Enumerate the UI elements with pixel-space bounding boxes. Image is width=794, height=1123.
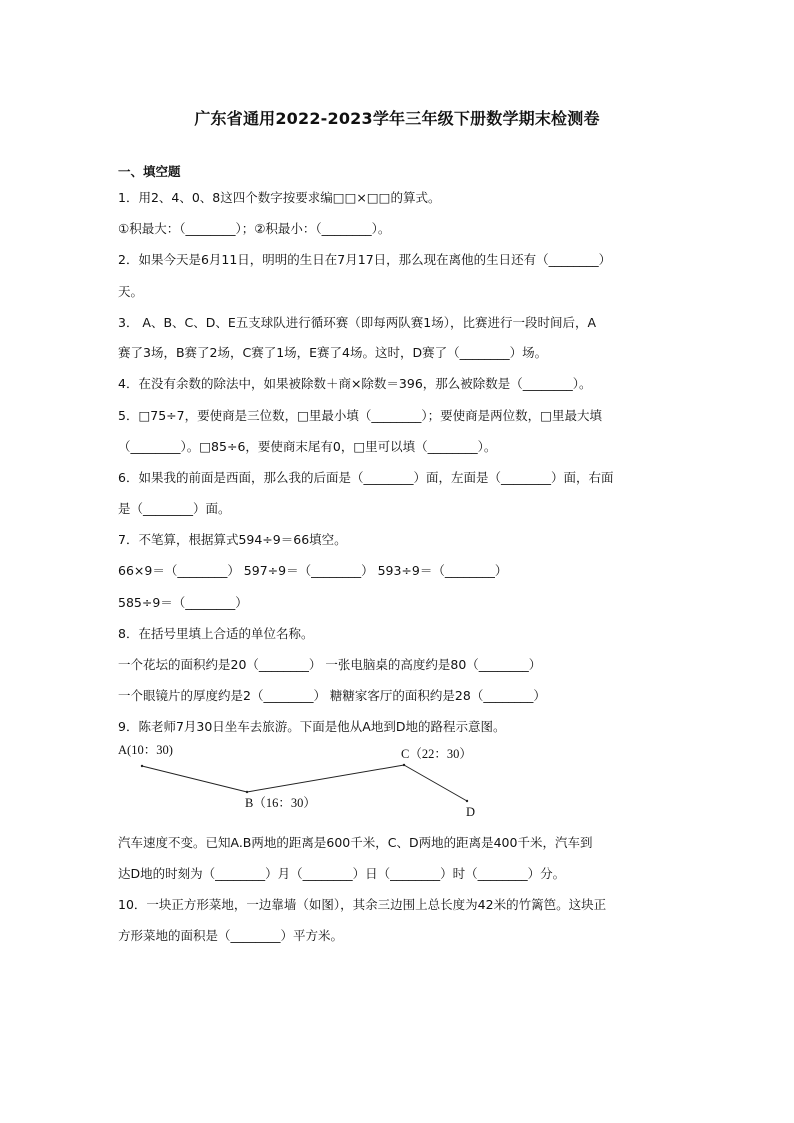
- question-line: 1．用2、4、0、8这四个数字按要求编□□×□□的算式。: [118, 190, 441, 205]
- question-line: 8．在括号里填上合适的单位名称。: [118, 626, 314, 641]
- question-line: 方形菜地的面积是（________）平方米。: [118, 928, 344, 943]
- route-diagram: [100, 735, 500, 823]
- question-line: 一个眼镜片的厚度约是2（________） 糖糖家客厅的面积约是28（________）: [118, 688, 546, 703]
- question-line: 4．在没有余数的除法中，如果被除数＋商×除数＝396，那么被除数是（________）。: [118, 376, 592, 391]
- question-line: 汽车速度不变。已知A.B两地的距离是600千米，C、D两地的距离是400千米，汽车到: [118, 835, 593, 850]
- question-line: 5．□75÷7，要使商是三位数，□里最小填（________）；要使商是两位数，□里最大填: [118, 408, 602, 423]
- route-segment-cd: [404, 765, 467, 801]
- question-line: 是（________）面。: [118, 501, 231, 516]
- question-line: 2．如果今天是6月11日，明明的生日在7月17日，那么现在离他的生日还有（________）: [118, 252, 612, 267]
- question-line: 10．一块正方形菜地，一边靠墙（如图），其余三边围上总长度为42米的竹篱笆。这块正: [118, 897, 607, 912]
- question-line: 66×9＝（________） 597÷9＝（________） 593÷9＝（________）: [118, 563, 508, 578]
- label-d: D: [466, 805, 476, 819]
- question-line: （________）。□85÷6，要使商末尾有0，□里可以填（________）。: [118, 439, 497, 454]
- question-line: 天。: [118, 284, 144, 299]
- question-line: ①积最大：（________）；②积最小：（________）。: [118, 221, 391, 236]
- label-b: B（16：30）: [245, 796, 316, 810]
- question-line: 9．陈老师7月30日坐车去旅游。下面是他从A地到D地的路程示意图。: [118, 719, 506, 734]
- question-line: 达D地的时刻为（________）月（________）日（________）时（________）分。: [118, 866, 566, 881]
- question-line: 585÷9＝（________）: [118, 595, 248, 610]
- point-c: [403, 764, 405, 766]
- question-line: 7．不笔算，根据算式594÷9＝66填空。: [118, 532, 347, 547]
- point-d: [466, 800, 468, 802]
- section-heading: 一、填空题: [118, 164, 181, 179]
- route-segment-ab: [142, 766, 247, 792]
- label-a: A(10：30): [118, 743, 173, 757]
- question-line: 赛了3场，B赛了2场，C赛了1场，E赛了4场。这时，D赛了（________）场。: [118, 345, 548, 360]
- page-title: 广东省通用2022-2023学年三年级下册数学期末检测卷: [194, 109, 600, 128]
- route-segment-bc: [247, 765, 404, 792]
- question-line: 6．如果我的前面是西面，那么我的后面是（________）面，左面是（________）面，右面: [118, 470, 614, 485]
- question-line: 一个花坛的面积约是20（________） 一张电脑桌的高度约是80（________）: [118, 657, 542, 672]
- question-line: 3． A、B、C、D、E五支球队进行循环赛（即每两队赛1场），比赛进行一段时间后，A: [118, 315, 597, 330]
- point-a: [141, 765, 143, 767]
- point-b: [246, 791, 248, 793]
- label-c: C（22：30）: [401, 747, 472, 761]
